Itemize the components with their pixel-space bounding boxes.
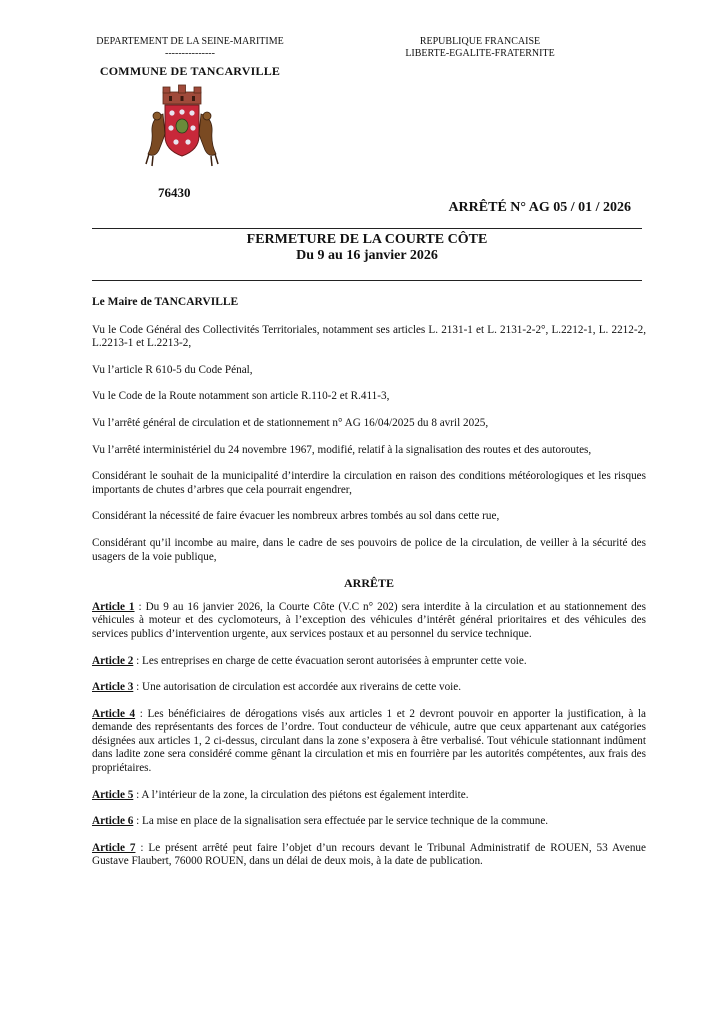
maire-heading: Le Maire de TANCARVILLE [92, 296, 239, 308]
article-label: Article 1 [92, 600, 135, 613]
article-text: : Du 9 au 16 janvier 2026, la Courte Côte (V.C n° 202) sera interdite à la circulation et au stationnement des véhicules à moteur et des cyclomoteurs, à l’exception des véhicules d’intérêt général prioritaires et des véhicules des services publics d’intervention urgente, aux services postaux et au personnel du service technique. [92, 600, 647, 640]
article-text: : Les entreprises en charge de cette évacuation seront autorisées à emprunter cette voie. [133, 654, 527, 667]
article-label: Article 7 [92, 841, 136, 854]
document-title [92, 232, 642, 264]
article-paragraph [92, 708, 646, 776]
title-line-2: Du 9 au 16 janvier 2026 [296, 248, 438, 263]
republic-name: REPUBLIQUE FRANCAISE [419, 36, 541, 47]
article-text: : La mise en place de la signalisation sera effectuée par le service technique de la commune. [133, 815, 549, 828]
header-left [80, 36, 300, 77]
header-right [395, 36, 565, 60]
top-rule [92, 228, 642, 229]
commune-name: COMMUNE DE TANCARVILLE [99, 64, 281, 78]
document-body [92, 296, 646, 882]
consideration-paragraph: Vu l’arrêté général de circulation et de stationnement n° AG 16/04/2025 du 8 avril 2025, [92, 416, 489, 429]
article-label: Article 5 [92, 788, 134, 801]
article-paragraph [92, 789, 646, 803]
article-label: Article 6 [92, 815, 134, 828]
article-text: : Les bénéficiaires de dérogations visés aux articles 1 et 2 devront pouvoir en apporter la justification, à la demande des représentants des forces de l’ordre. Tout conducteur de véhicule, autre que ceux appartenant aux catégories désignées aux articles 1, 2 ci-dessus, circulant dans la zone s’exposera à être verbalisé. Tout véhicule stationnant indûment dans ladite zone sera considéré comme gênant la circulation et mis en fourrière par les autorités compétentes, aux frais des propriétaires. [92, 707, 646, 775]
article-text: : Le présent arrêté peut faire l’objet d’un recours devant le Tribunal Administratif de ROUEN, 53 Avenue Gustave Flaubert, 76000 ROUEN, dans un délai de deux mois, à la date de publication. [92, 841, 646, 868]
consideration-paragraph: Considérant qu’il incombe au maire, dans le cadre de ses pouvoirs de police de la circulation, de veiller à la sécurité des usagers de la voie publique, [92, 536, 646, 563]
article-label: Article 3 [92, 681, 134, 694]
article-paragraph [92, 601, 646, 642]
consideration-paragraph: Considérant le souhait de la municipalité d’interdire la circulation en raison des conditions météorologiques et les risques importants de chutes d’arbres que cela pourrait engendrer, [92, 470, 646, 496]
article-paragraph [92, 815, 646, 829]
coat-of-arms-icon [143, 84, 221, 172]
department-name: DEPARTEMENT DE LA SEINE-MARITIME [96, 36, 284, 47]
coat-of-arms [143, 84, 221, 172]
title-line-1: FERMETURE DE LA COURTE CÔTE [246, 232, 488, 247]
postcode: 76430 [158, 185, 191, 200]
republic-motto: LIBERTE-EGALITE-FRATERNITE [405, 48, 555, 59]
consideration-paragraph: Considérant la nécessité de faire évacuer les nombreux arbres tombés au sol dans cette rue, [92, 510, 500, 523]
arrete-heading: ARRÊTE [343, 576, 394, 591]
article-text: : Une autorisation de circulation est accordée aux riverains de cette voie. [133, 681, 462, 694]
consideration-paragraph: Vu l’arrêté interministériel du 24 novembre 1967, modifié, relatif à la signalisation des routes et des autoroutes, [92, 443, 592, 456]
header-separator: --------------- [165, 48, 215, 59]
consideration-paragraph: Vu le Code de la Route notamment son article R.110-2 et R.411-3, [92, 390, 390, 403]
article-label: Article 2 [92, 654, 134, 667]
consideration-paragraph: Vu le Code Général des Collectivités Territoriales, notamment ses articles L. 2131-1 et L. 2131-2-2°, L.2212-1, L. 2212-2, L.2213-1 et L.2213-2, [92, 323, 646, 350]
article-label: Article 4 [92, 707, 136, 720]
article-text: : A l’intérieur de la zone, la circulation des piétons est également interdite. [133, 788, 469, 801]
bottom-rule [92, 280, 642, 281]
consideration-paragraph: Vu l’article R 610-5 du Code Pénal, [92, 363, 253, 376]
article-paragraph [92, 655, 646, 669]
article-paragraph [92, 681, 646, 695]
article-paragraph [92, 842, 646, 869]
arrete-number: ARRÊTÉ N° AG 05 / 01 / 2026 [448, 200, 631, 215]
